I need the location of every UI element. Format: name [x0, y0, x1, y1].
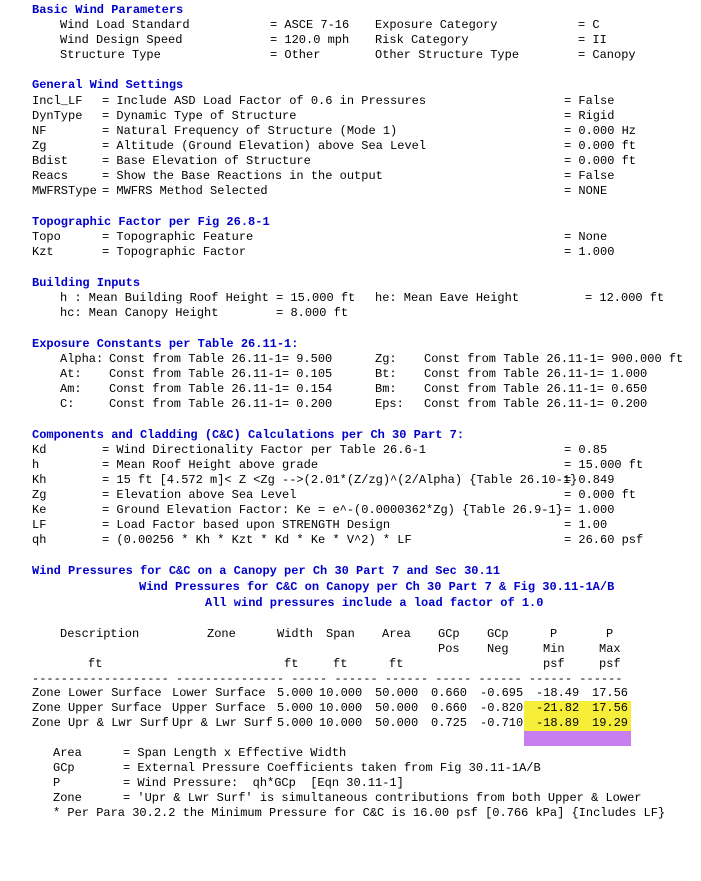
table-row: Zone Upr & Lwr Surf Upr & Lwr Surf 5.000 10.000 50.000 0.725 -0.710 -18.89 19.29 [0, 716, 14, 731]
exposure-row: Am: Const from Table 26.11-1= 0.154 Bm: Const from Table 26.11-1= 0.650 [60, 382, 648, 396]
note-row: Area = Span Length x Effective Width [53, 746, 347, 760]
general-setting-row: MWFRSType = MWFRS Method Selected = NONE [32, 184, 608, 198]
cc-row: qh = (0.00256 * Kh * Kzt * Kd * Ke * V^2) * LF = 26.60 psf [32, 533, 644, 547]
general-setting-row: Reacs = Show the Base Reactions in the output = False [32, 169, 615, 183]
cc-row: h = Mean Roof Height above grade = 15.000 ft [32, 458, 644, 472]
topo-row: Kzt = Topographic Factor = 1.000 [32, 245, 615, 259]
basic-param-row: Structure Type = Other Other Structure Type = Canopy [60, 48, 636, 62]
building-input-row: hc: Mean Canopy Height = 8.000 ft [60, 306, 349, 320]
table-header-row: Description Zone Width Span Area GCp GCp P P [60, 627, 614, 641]
building-input-row: h : Mean Building Roof Height = 15.000 ft he: Mean Eave Height = 12.000 ft [60, 291, 665, 305]
general-setting-row: NF = Natural Frequency of Structure (Mode 1) = 0.000 Hz [32, 124, 637, 138]
table-row: Zone Upper Surface Upper Surface 5.000 10.000 50.000 0.660 -0.820 -21.82 17.56 [0, 701, 14, 716]
basic-param-row: Wind Load Standard = ASCE 7-16 Exposure Category = C [60, 18, 600, 32]
exposure-row: Alpha: Const from Table 26.11-1= 9.500 Zg: Const from Table 26.11-1= 900.000 ft [60, 352, 684, 366]
general-setting-row: DynType = Dynamic Type of Structure = Rigid [32, 109, 615, 123]
exposure-row: C: Const from Table 26.11-1= 0.200 Eps: Const from Table 26.11-1= 0.200 [60, 397, 648, 411]
note-row: P = Wind Pressure: qh*GCp [Eqn 30.11-1] [53, 776, 404, 790]
highlight-cell [524, 731, 631, 746]
general-setting-row: Zg = Altitude (Ground Elevation) above Sea Level = 0.000 ft [32, 139, 637, 153]
note-row: * Per Para 30.2.2 the Minimum Pressure for C&C is 16.00 psf [0.766 kPa] {Includes LF} [53, 806, 666, 820]
table-header-row: Pos Neg Min Max [438, 642, 621, 656]
topo-row: Topo = Topographic Feature = None [32, 230, 608, 244]
general-setting-row: Incl_LF = Include ASD Load Factor of 0.6 in Pressures = False [32, 94, 615, 108]
cc-row: Kd = Wind Directionality Factor per Table 26.6-1 = 0.85 [32, 443, 608, 457]
cc-row: LF = Load Factor based upon STRENGTH Design = 1.00 [32, 518, 608, 532]
table-row: Zone Lower Surface Lower Surface 5.000 10.000 50.000 0.660 -0.695 -18.49 17.56 [0, 686, 14, 701]
cc-row: Ke = Ground Elevation Factor: Ke = e^-(0.0000362*Zg) {Table 26.9-1} = 1.000 [32, 503, 615, 517]
general-setting-row: Bdist = Base Elevation of Structure = 0.000 ft [32, 154, 637, 168]
note-row: GCp = External Pressure Coefficients taken from Fig 30.11-1A/B [53, 761, 541, 775]
exposure-row: At: Const from Table 26.11-1= 0.105 Bt: Const from Table 26.11-1= 1.000 [60, 367, 648, 381]
table-separator: ------------------- --------------- ----- ------ ------ ----- ------ ------ ------ [32, 672, 623, 686]
table-header-row: ft ft ft ft psf psf [88, 657, 621, 671]
note-row: Zone = 'Upr & Lwr Surf' is simultaneous contributions from both Upper & Lower [53, 791, 642, 805]
cc-row: Zg = Elevation above Sea Level = 0.000 ft [32, 488, 637, 502]
basic-param-row: Wind Design Speed = 120.0 mph Risk Category = II [60, 33, 607, 47]
cc-row: Kh = 15 ft [4.572 m]< Z <Zg -->(2.01*(Z/zg)^(2/Alpha) {Table 26.10-1} = 0.849 [32, 473, 615, 487]
